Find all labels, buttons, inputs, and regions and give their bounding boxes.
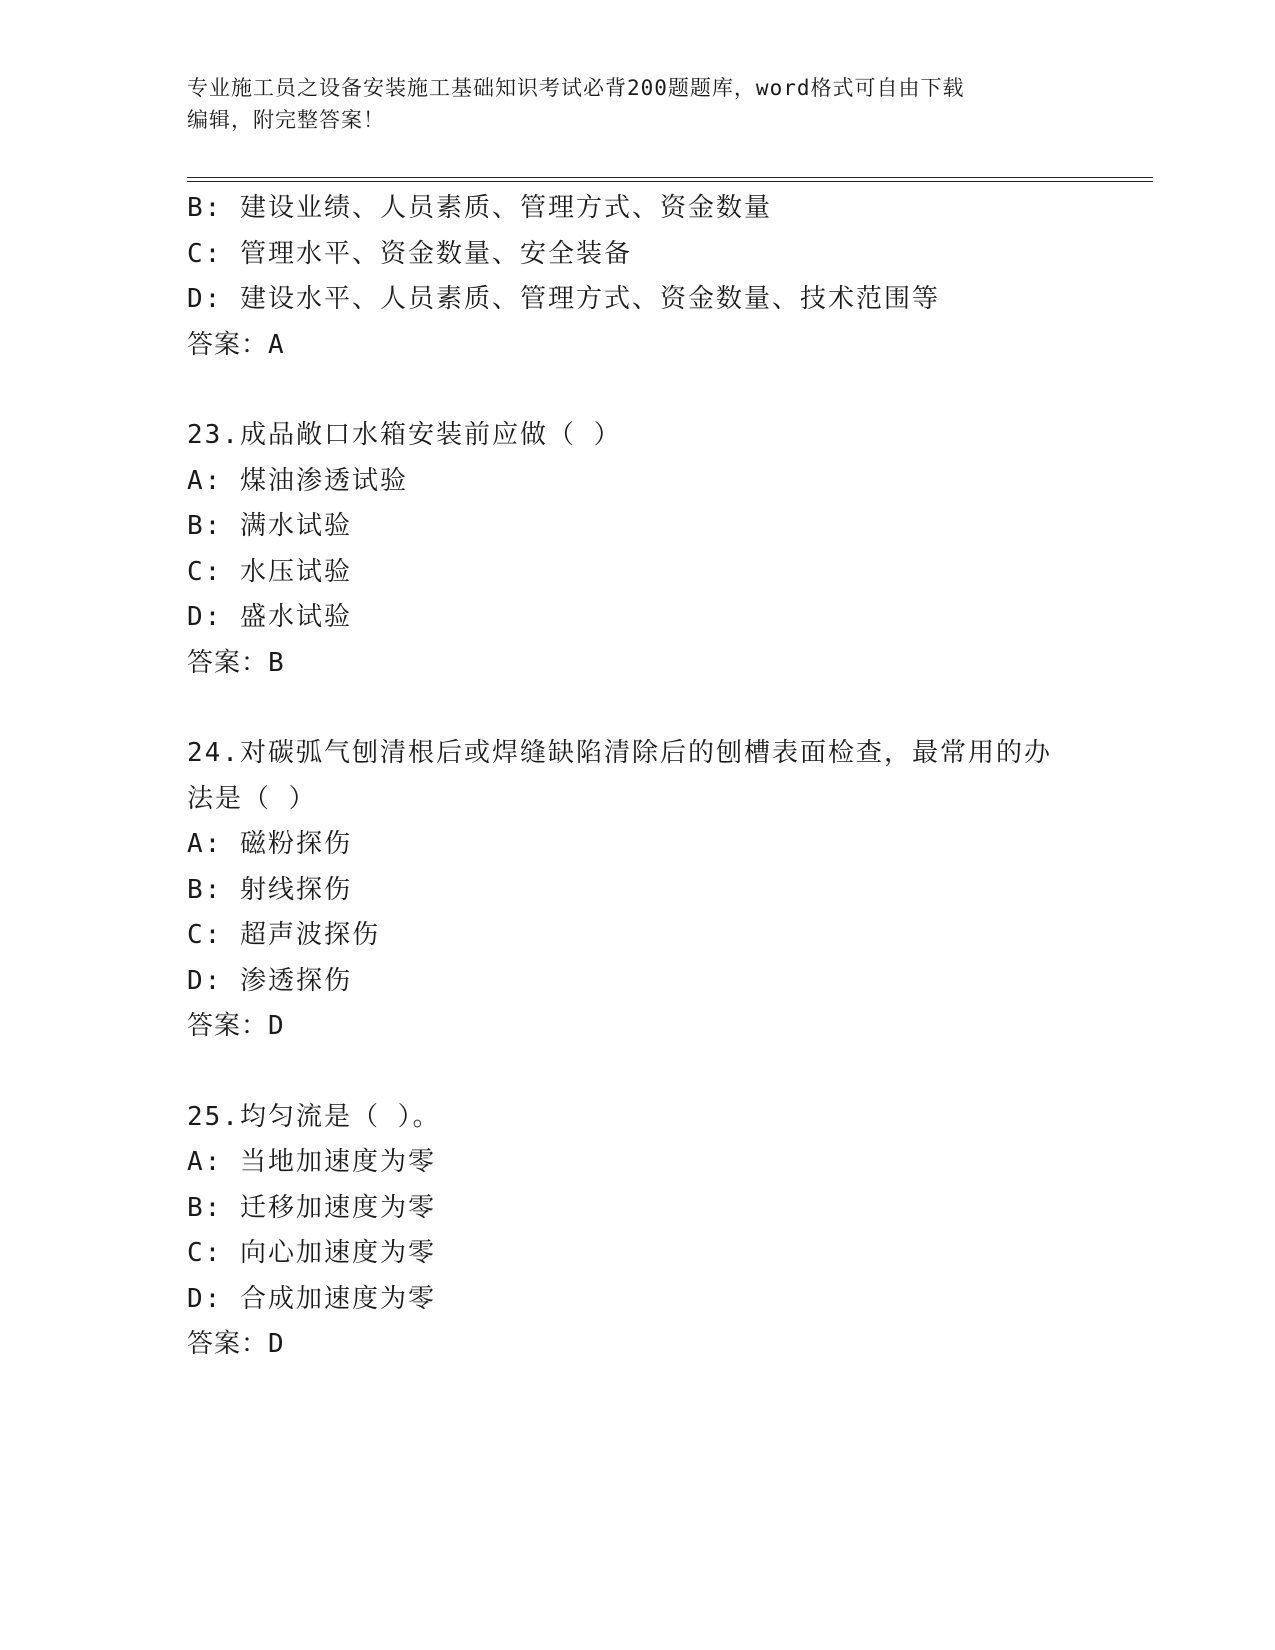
header-title-line-1: 专业施工员之设备安装施工基础知识考试必背200题题库，word格式可自由下载 <box>187 76 965 100</box>
option-d: D: 建设水平、人员素质、管理方式、资金数量、技术范围等 <box>187 284 940 314</box>
question-spacer <box>187 1050 1087 1095</box>
option-c: C: 向心加速度为零 <box>187 1238 436 1268</box>
header-title-line-2: 编辑，附完整答案！ <box>187 108 385 132</box>
question-24 <box>187 731 1087 1050</box>
option-d: D: 盛水试验 <box>187 602 352 632</box>
option-d: D: 合成加速度为零 <box>187 1283 436 1314</box>
header-divider-top <box>187 177 1153 178</box>
answer-line: 答案：D <box>187 1329 285 1359</box>
option-b: B: 迁移加速度为零 <box>187 1192 436 1223</box>
option-b: B: 满水试验 <box>187 511 352 541</box>
question-spacer <box>187 368 1087 413</box>
question-25 <box>187 1095 1087 1368</box>
header-divider-bottom <box>187 181 1153 182</box>
option-c: C: 超声波探伤 <box>187 920 380 950</box>
question-22-tail <box>187 186 1087 368</box>
question-stem-continued: 法是（ ） <box>187 783 317 814</box>
option-a: A: 磁粉探伤 <box>187 829 352 859</box>
answer-line: 答案：A <box>187 329 285 360</box>
option-b: B: 射线探伤 <box>187 874 352 905</box>
question-stem: 25.均匀流是（ ）。 <box>187 1101 441 1132</box>
page-header <box>187 72 1067 136</box>
option-c: C: 水压试验 <box>187 556 352 587</box>
question-spacer <box>187 686 1087 731</box>
question-stem: 24.对碳弧气刨清根后或焊缝缺陷清除后的刨槽表面检查，最常用的办 <box>187 738 1052 768</box>
answer-line: 答案：D <box>187 1011 285 1041</box>
option-c: C: 管理水平、资金数量、安全装备 <box>187 238 632 269</box>
question-list <box>187 186 1087 1368</box>
question-stem: 23.成品敞口水箱安装前应做（ ） <box>187 420 622 450</box>
option-a: A: 当地加速度为零 <box>187 1147 436 1177</box>
option-a: A: 煤油渗透试验 <box>187 465 408 496</box>
option-d: D: 渗透探伤 <box>187 965 352 996</box>
answer-line: 答案：B <box>187 647 285 678</box>
question-23 <box>187 413 1087 686</box>
option-b: B: 建设业绩、人员素质、管理方式、资金数量 <box>187 193 772 223</box>
